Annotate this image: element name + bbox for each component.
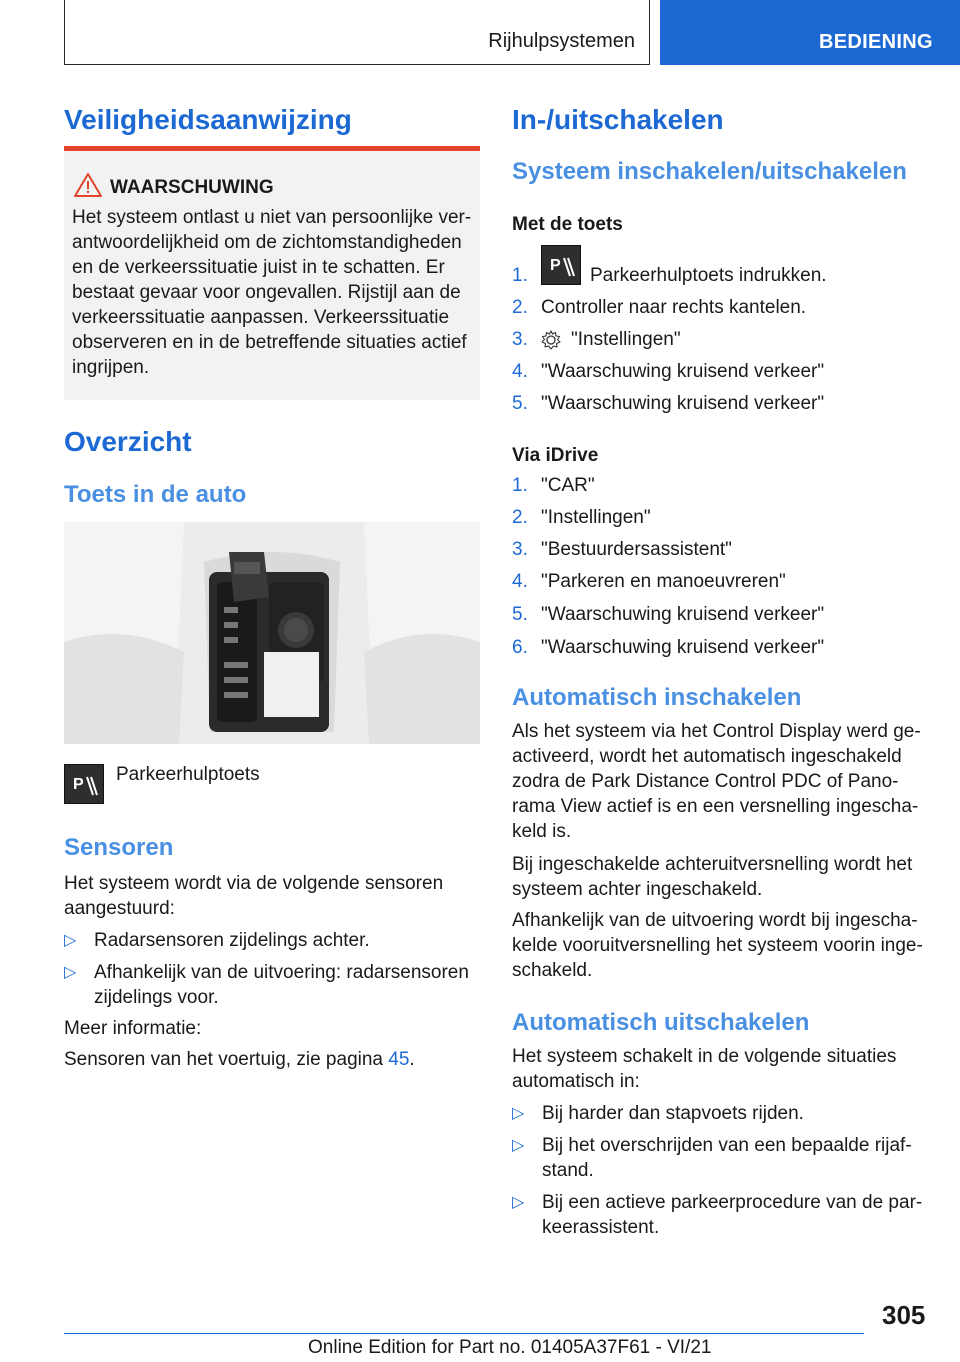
warning-box [64,146,480,400]
footer-divider [64,1333,864,1334]
warning-text [72,205,476,380]
text-line: rama View actief is en een versnelling ingescha- [512,796,919,817]
step-number: 1. [512,475,528,496]
with-button-label: Met de toets [512,214,623,235]
bullet-text [94,960,469,1010]
step-number: 3. [512,539,528,560]
text-line: zodra de Park Distance Control PDC of Pano- [512,771,899,792]
gear-icon [541,330,561,350]
text-line: schakeld. [512,960,593,981]
header-chapter-tab [660,0,960,65]
parking-button-caption: Parkeerhulptoets [116,764,260,785]
step-text: "Instellingen" [571,329,681,350]
step-text: "Waarschuwing kruisend verkeer" [541,361,825,382]
warning-line: observeren en in de betreffende situaties actief [72,332,467,353]
warning-triangle-icon [74,173,102,197]
svg-text:P: P [550,257,561,274]
bullet-text: Radarsensoren zijdelings achter. [94,930,370,951]
text-line: Afhankelijk van de uitvoering wordt bij ingescha- [512,910,918,931]
auto-on-paragraph-1 [512,719,932,844]
header-section-title: Rijhulpsystemen [488,30,635,52]
sensor-bullet [64,960,480,1012]
text-line: Afhankelijk van de uitvoering: radarsensoren [94,962,469,983]
step-number: 2. [512,507,528,528]
text-line: keld is. [512,821,572,842]
page-45-link[interactable]: 45 [388,1049,410,1070]
auto-off-bullet [512,1190,932,1242]
step-text: Parkeerhulptoets indrukken. [590,265,827,286]
heading-sensors: Sensoren [64,834,174,861]
parking-waves-icon [542,246,580,284]
heading-auto-on: Automatisch inschakelen [512,684,802,711]
step-item [512,637,928,663]
step-text: "Waarschuwing kruisend verkeer" [541,604,825,625]
warning-title: WAARSCHUWING [110,177,274,198]
step-number: 5. [512,393,528,414]
step-number: 6. [512,637,528,658]
text-line: automatisch in: [512,1071,640,1092]
text-line: aangestuurd: [64,898,175,919]
auto-off-bullet [512,1133,932,1185]
text-line: keerassistent. [542,1217,660,1238]
center-console-image [64,522,480,744]
bullet-triangle-icon: ▷ [512,1137,525,1154]
auto-off-intro [512,1044,932,1094]
bullet-triangle-icon: ▷ [64,932,77,949]
text-line: Bij ingeschakelde achteruitversnelling wordt het [512,854,913,875]
text-line: Bij een actieve parkeerprocedure van de par- [542,1192,923,1213]
step-number: 5. [512,604,528,625]
heading-overview: Overzicht [64,426,192,457]
step-item [512,361,928,387]
sensors-reference [64,1047,415,1072]
step-number: 4. [512,361,528,382]
warning-line: Het systeem ontlast u niet van persoonlijke ver- [72,207,472,228]
step-item [512,257,928,291]
warning-line: ingrijpen. [72,357,150,378]
via-idrive-label: Via iDrive [512,445,599,466]
bullet-triangle-icon: ▷ [512,1105,525,1122]
step-item [512,507,928,533]
heading-system-on-off: Systeem inschakelen/uitschakelen [512,158,907,185]
step-item [512,571,928,597]
bullet-triangle-icon: ▷ [64,964,77,981]
heading-safety: Veiligheidsaanwijzing [64,104,352,135]
text-line: Het systeem schakelt in de volgende situaties [512,1046,897,1067]
text-line: kelde vooruitversnelling het systeem voorin inge- [512,935,923,956]
more-info-label: Meer informatie: [64,1018,202,1039]
step-text: Controller naar rechts kantelen. [541,297,807,318]
reference-end: . [409,1049,415,1070]
text-line: activeerd, wordt het automatisch ingeschakeld [512,746,902,767]
auto-on-paragraph-2 [512,852,932,902]
auto-off-bullet [512,1101,932,1127]
bullet-triangle-icon: ▷ [512,1194,525,1211]
step-number: 4. [512,571,528,592]
step-text: "CAR" [541,475,595,496]
text-line: Als het systeem via het Control Display werd ge- [512,721,921,742]
bullet-text [542,1190,922,1240]
heading-auto-off: Automatisch uitschakelen [512,1009,810,1036]
step-number: 1. [512,265,528,286]
step-text: "Instellingen" [541,507,651,528]
step-item [512,539,928,565]
parking-assist-button-icon [64,764,104,804]
page-number: 305 [882,1300,926,1330]
svg-text:P: P [73,776,84,793]
text-line: Bij het overschrijden van een bepaalde rijaf- [542,1135,912,1156]
text-line: systeem achter ingeschakeld. [512,879,763,900]
header-chapter-label: BEDIENING [819,31,933,53]
edition-note: Online Edition for Part no. 01405A37F61 - VI/21 [308,1337,712,1358]
step-item [512,393,928,419]
sensor-bullet [64,928,480,954]
step-item [512,604,928,630]
heading-button-in-car: Toets in de auto [64,481,247,508]
warning-line: en de verkeerssituatie juist in te schatten. Er [72,257,445,278]
sensors-intro [64,871,443,921]
reference-text: Sensoren van het voertuig, zie pagina [64,1049,389,1070]
heading-on-off: In-/uitschakelen [512,104,724,135]
auto-on-paragraph-3 [512,908,932,983]
step-item [512,329,928,355]
text-line: Het systeem wordt via de volgende sensoren [64,873,444,894]
text-line: stand. [542,1160,594,1181]
step-number: 2. [512,297,528,318]
step-item [512,297,928,323]
step-text: "Waarschuwing kruisend verkeer" [541,637,825,658]
step-text: "Bestuurdersassistent" [541,539,732,560]
step-text: "Parkeren en manoeuvreren" [541,571,786,592]
car-console-illustration [64,522,480,744]
step-item [512,475,928,501]
bullet-text [542,1133,912,1183]
step-number: 3. [512,329,528,350]
parking-waves-icon [65,765,103,803]
warning-line: antwoordelijkheid om de zichtomstandigheden [72,232,462,253]
parking-assist-button-icon [541,245,581,285]
step-text: "Waarschuwing kruisend verkeer" [541,393,825,414]
text-line: zijdelings voor. [94,987,219,1008]
bullet-text: Bij harder dan stapvoets rijden. [542,1103,804,1124]
warning-line: bestaat gevaar voor ongevallen. Rijstijl aan de [72,282,461,303]
header-section-box [64,0,650,65]
warning-line: verkeerssituatie aanpassen. Verkeerssituatie [72,307,450,328]
